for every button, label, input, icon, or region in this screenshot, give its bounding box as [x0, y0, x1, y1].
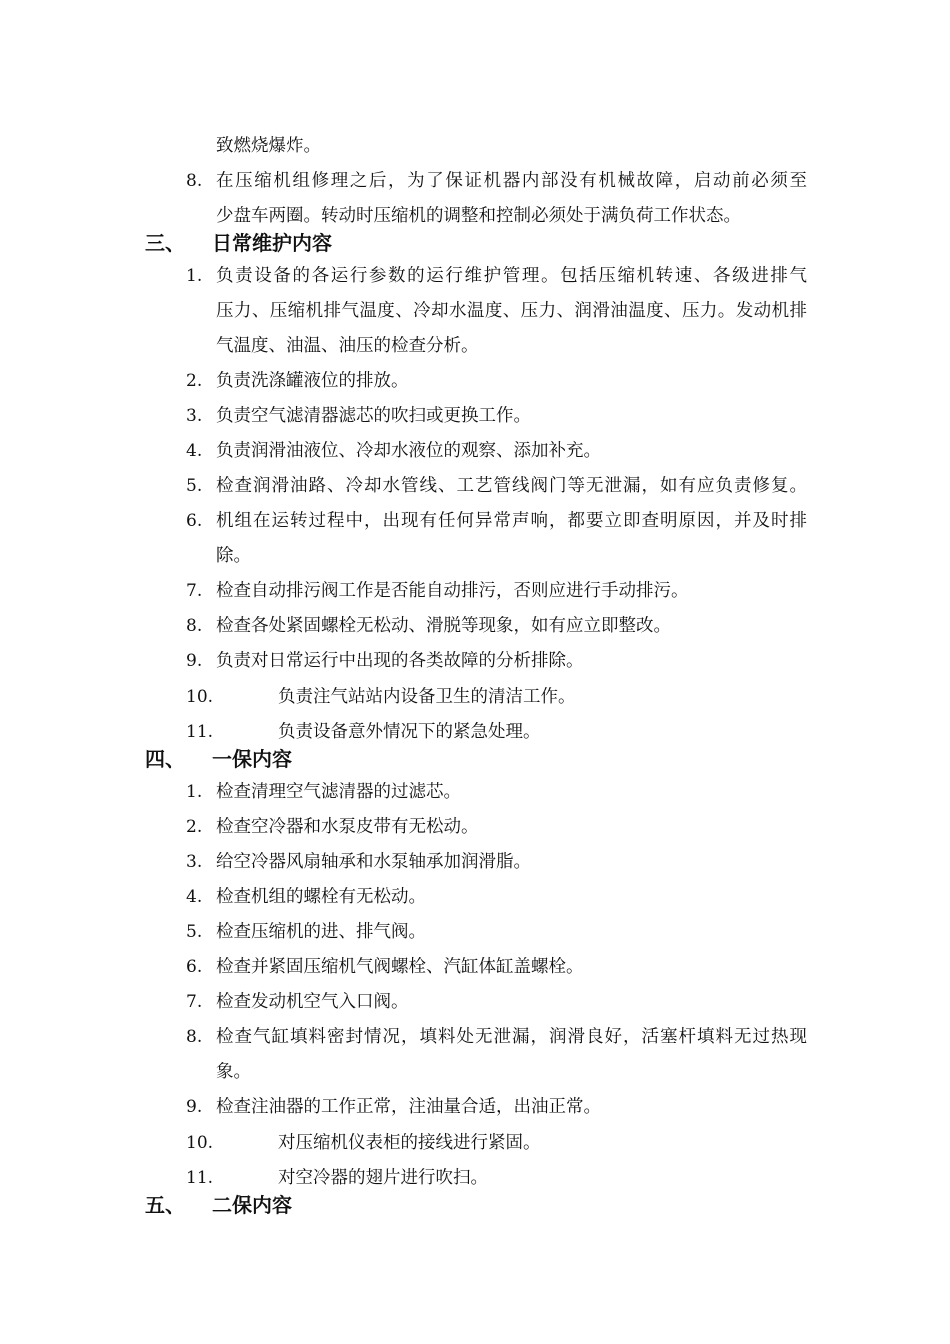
list-item-text: 检查压缩机的进、排气阀。: [216, 922, 426, 942]
list-item-text: 检查注油器的工作正常，注油量合适，出油正常。: [216, 1097, 601, 1117]
list-item-text: 检查润滑油路、冷却水管线、工艺管线阀门等无泄漏，如有应负责修复。: [216, 476, 807, 496]
list-item-text: 负责空气滤清器滤芯的吹扫或更换工作。: [216, 406, 531, 426]
section-title: 一保内容: [212, 747, 292, 771]
list-item-text: 压力、压缩机排气温度、冷却水温度、压力、润滑油温度、压力。发动机排: [216, 301, 807, 321]
list-item-text: 检查机组的螺栓有无松动。: [216, 887, 426, 907]
list-item-text: 检查自动排污阀工作是否能自动排污，否则应进行手动排污。: [216, 581, 689, 601]
list-item-number: 8.: [186, 616, 203, 636]
list-item-text: 象。: [216, 1062, 251, 1082]
list-item-number: 1.: [186, 266, 203, 286]
list-item-text: 对空冷器的翅片进行吹扫。: [278, 1168, 488, 1188]
list-item-text: 在压缩机组修理之后，为了保证机器内部没有机械故障，启动前必须至: [216, 171, 807, 191]
list-item-text: 气温度、油温、油压的检查分析。: [216, 336, 479, 356]
list-item-text: 除。: [216, 546, 251, 566]
list-item-text: 负责注气站站内设备卫生的清洁工作。: [278, 687, 576, 707]
list-item-number: 7.: [186, 992, 203, 1012]
list-item-text: 检查发动机空气入口阀。: [216, 992, 409, 1012]
list-item-text: 给空冷器风扇轴承和水泵轴承加润滑脂。: [216, 852, 531, 872]
list-item-text: 少盘车两圈。转动时压缩机的调整和控制必须处于满负荷工作状态。: [216, 206, 741, 226]
list-item-number: 10.: [186, 687, 214, 707]
section-title: 日常维护内容: [212, 231, 332, 255]
list-item-number: 4.: [186, 441, 203, 461]
list-item-number: 9.: [186, 651, 203, 671]
list-item-number: 1.: [186, 782, 203, 802]
list-item-number: 3.: [186, 406, 203, 426]
list-item-text: 负责润滑油液位、冷却水液位的观察、添加补充。: [216, 441, 601, 461]
list-item-text: 检查各处紧固螺栓无松动、滑脱等现象，如有应立即整改。: [216, 616, 671, 636]
list-item-number: 8.: [186, 171, 203, 191]
continuation-line: 致燃烧爆炸。: [216, 136, 321, 156]
list-item-number: 5.: [186, 476, 203, 496]
list-item-text: 负责设备的各运行参数的运行维护管理。包括压缩机转速、各级进排气: [216, 266, 807, 286]
section-number: 三、: [145, 231, 185, 255]
list-item-text: 负责设备意外情况下的紧急处理。: [278, 722, 541, 742]
list-item-number: 6.: [186, 957, 203, 977]
list-item-number: 6.: [186, 511, 203, 531]
list-item-number: 7.: [186, 581, 203, 601]
list-item-text: 检查空冷器和水泵皮带有无松动。: [216, 817, 479, 837]
list-item-text: 检查气缸填料密封情况，填料处无泄漏，润滑良好，活塞杆填料无过热现: [216, 1027, 807, 1047]
list-item-number: 10.: [186, 1133, 214, 1153]
section-number: 四、: [145, 747, 185, 771]
section-title: 二保内容: [212, 1193, 292, 1217]
list-item-number: 4.: [186, 887, 203, 907]
list-item-number: 2.: [186, 371, 203, 391]
list-item-text: 对压缩机仪表柜的接线进行紧固。: [278, 1133, 541, 1153]
list-item-text: 检查清理空气滤清器的过滤芯。: [216, 782, 461, 802]
list-item-text: 负责对日常运行中出现的各类故障的分析排除。: [216, 651, 584, 671]
list-item-text: 检查并紧固压缩机气阀螺栓、汽缸体缸盖螺栓。: [216, 957, 584, 977]
list-item-number: 11.: [186, 1168, 214, 1188]
list-item-number: 5.: [186, 922, 203, 942]
list-item-number: 3.: [186, 852, 203, 872]
list-item-number: 11.: [186, 722, 214, 742]
section-number: 五、: [145, 1193, 185, 1217]
list-item-number: 2.: [186, 817, 203, 837]
list-item-text: 负责洗涤罐液位的排放。: [216, 371, 409, 391]
list-item-number: 9.: [186, 1097, 203, 1117]
list-item-text: 机组在运转过程中，出现有任何异常声响，都要立即查明原因，并及时排: [216, 511, 807, 531]
list-item-number: 8.: [186, 1027, 203, 1047]
